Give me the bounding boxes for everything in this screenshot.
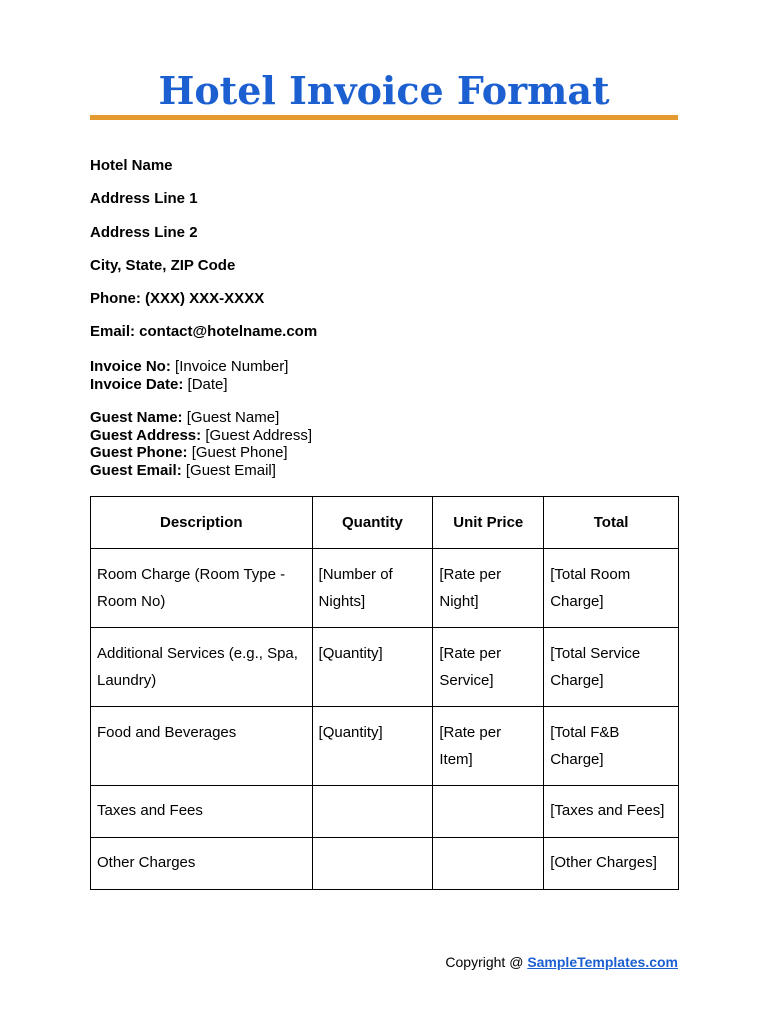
table-row (91, 786, 679, 838)
cell-unit-price: [Rate per Service] (433, 628, 544, 707)
column-header-quantity: Quantity (312, 497, 433, 549)
cell-total: [Other Charges] (544, 838, 679, 890)
cell-description: Food and Beverages (91, 707, 313, 786)
guest-phone-label: Guest Phone: (90, 444, 188, 462)
invoice-number (90, 358, 288, 376)
cell-unit-price: [Rate per Item] (433, 707, 544, 786)
invoice-details (90, 358, 288, 393)
guest-email (90, 462, 312, 480)
table-row (91, 838, 679, 890)
column-header-total: Total (544, 497, 679, 549)
table-row (91, 628, 679, 707)
hotel-name: Hotel Name (90, 157, 173, 174)
guest-phone (90, 444, 312, 462)
cell-quantity (312, 786, 433, 838)
column-header-description: Description (91, 497, 313, 549)
cell-quantity: [Quantity] (312, 628, 433, 707)
cell-description: Room Charge (Room Type - Room No) (91, 549, 313, 628)
guest-details (90, 409, 312, 480)
cell-description: Additional Services (e.g., Spa, Laundry) (91, 628, 313, 707)
guest-address-value: [Guest Address] (205, 426, 313, 444)
cell-quantity: [Quantity] (312, 707, 433, 786)
cell-unit-price (433, 838, 544, 890)
cell-unit-price (433, 786, 544, 838)
cell-description: Taxes and Fees (91, 786, 313, 838)
hotel-phone: Phone: (XXX) XXX-XXXX (90, 290, 265, 308)
table-header-row (91, 497, 679, 549)
cell-total: [Taxes and Fees] (544, 786, 679, 838)
guest-phone-value: [Guest Phone] (191, 444, 288, 462)
footer-copyright (445, 953, 678, 971)
hotel-info (90, 156, 317, 356)
cell-total: [Total Room Charge] (544, 549, 679, 628)
table-row (91, 549, 679, 628)
guest-address-label: Guest Address: (90, 426, 202, 444)
invoice-date-value: [Date] (187, 375, 228, 393)
cell-total: [Total F&B Charge] (544, 707, 679, 786)
column-header-unit-price: Unit Price (433, 497, 544, 549)
copyright-text: Copyright @ (445, 954, 528, 970)
page-title: Hotel Invoice Format (158, 68, 610, 113)
invoice-items-table (90, 496, 679, 890)
guest-name-label: Guest Name: (90, 409, 183, 426)
guest-address (90, 427, 312, 445)
cell-quantity (312, 838, 433, 890)
cell-unit-price: [Rate per Night] (433, 549, 544, 628)
invoice-date-label: Invoice Date: (90, 375, 184, 393)
invoice-number-label: Invoice No: (90, 358, 171, 375)
hotel-address-line-1: Address Line 1 (90, 190, 198, 208)
hotel-email: Email: contact@hotelname.com (90, 323, 318, 341)
title-underline (90, 115, 678, 120)
sampletemplates-link[interactable]: SampleTemplates.com (527, 954, 678, 970)
cell-description: Other Charges (91, 838, 313, 890)
table-row (91, 707, 679, 786)
cell-total: [Total Service Charge] (544, 628, 679, 707)
invoice-number-value: [Invoice Number] (175, 358, 289, 375)
hotel-city-state-zip: City, State, ZIP Code (90, 256, 236, 274)
guest-email-value: [Guest Email] (185, 462, 276, 480)
hotel-address-line-2: Address Line 2 (90, 223, 198, 241)
guest-email-label: Guest Email: (90, 462, 182, 480)
invoice-date (90, 376, 288, 394)
cell-quantity: [Number of Nights] (312, 549, 433, 628)
guest-name-value: [Guest Name] (186, 409, 280, 426)
guest-name (90, 409, 312, 427)
